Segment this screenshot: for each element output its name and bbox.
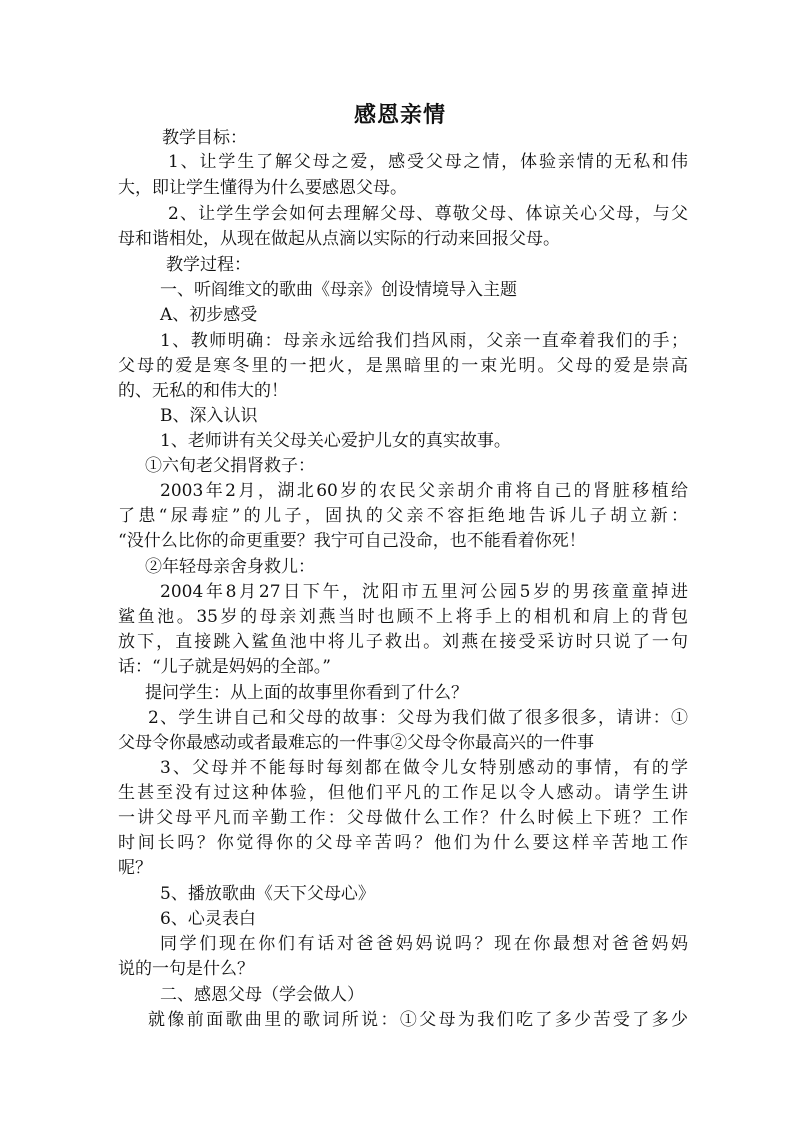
paragraph-line: “没什么比你的命更重要？我宁可自己没命，也不能看着你死！ <box>118 531 586 551</box>
paragraph-line: 一讲父母平凡而辛勤工作：父母做什么工作？什么时候上下班？工作 <box>118 808 688 828</box>
paragraph-line: 2、学生讲自己和父母的故事：父母为我们做了很多很多，请讲：① <box>148 708 688 728</box>
paragraph-line: 2003年2月，湖北60岁的农民父亲胡介甫将自己的肾脏移植给 <box>160 481 688 501</box>
paragraph-line: 时间长吗？你觉得你的父母辛苦吗？他们为什么要这样辛苦地工作 <box>118 833 688 853</box>
paragraph-line: 的、无私的和伟大的！ <box>118 381 288 401</box>
subsection-heading: B、深入认识 <box>160 406 258 426</box>
subsection-heading: A、初步感受 <box>160 305 258 325</box>
paragraph-line: 母和谐相处，从现在做起从点滴以实际的行动来回报父母。 <box>118 229 560 249</box>
paragraph-line: 生甚至没有过这种体验，但他们平凡的工作足以令人感动。请学生讲 <box>118 783 688 803</box>
story-heading: ②年轻母亲舍身救儿： <box>145 557 315 577</box>
paragraph-line: 话：“儿子就是妈妈的全部。” <box>118 657 331 677</box>
paragraph-line: 说的一句是什么？ <box>118 959 254 979</box>
paragraph-line: 3、父母并不能每时每刻都在做令儿女特别感动的事情，有的学 <box>160 758 688 778</box>
paragraph-line: 6、心灵表白 <box>160 909 256 929</box>
section-heading-goals: 教学目标： <box>162 128 247 148</box>
section-heading-process: 教学过程： <box>166 255 251 275</box>
paragraph-line: 就像前面歌曲里的歌词所说：①父母为我们吃了多少苦受了多少 <box>148 1010 688 1030</box>
paragraph-line: 2004年8月27日下午，沈阳市五里河公园5岁的男孩童童掉进 <box>160 582 688 602</box>
paragraph-line: 大，即让学生懂得为什么要感恩父母。 <box>118 178 407 198</box>
paragraph-line: 父母的爱是寒冬里的一把火，是黑暗里的一束光明。父母的爱是崇高 <box>118 356 688 376</box>
paragraph-line: 2、让学生学会如何去理解父母、尊敬父母、体谅关心父母，与父 <box>168 204 688 224</box>
paragraph-line: 1、让学生了解父母之爱，感受父母之情，体验亲情的无私和伟 <box>168 152 688 172</box>
paragraph-line: 1、教师明确：母亲永远给我们挡风雨，父亲一直牵着我们的手； <box>160 331 688 351</box>
paragraph-line: 呢？ <box>118 858 152 878</box>
story-heading: ①六旬老父捐肾救子： <box>145 456 315 476</box>
paragraph-line: 提问学生：从上面的故事里你看到了什么？ <box>145 683 468 703</box>
paragraph-line: 了患“尿毒症”的儿子，固执的父亲不容拒绝地告诉儿子胡立新： <box>118 506 688 526</box>
document-title: 感恩亲情 <box>353 103 446 128</box>
paragraph-line: 同学们现在你们有话对爸爸妈妈说吗？现在你最想对爸爸妈妈 <box>160 934 688 954</box>
paragraph-line: 鲨鱼池。35岁的母亲刘燕当时也顾不上将手上的相机和肩上的背包 <box>118 607 688 627</box>
section-heading-part-one: 一、听阎维文的歌曲《母亲》创设情境导入主题 <box>160 280 517 300</box>
paragraph-line: 放下，直接跳入鲨鱼池中将儿子救出。刘燕在接受采访时只说了一句 <box>118 632 688 652</box>
paragraph-line: 父母令你最感动或者最难忘的一件事②父母令你最高兴的一件事 <box>118 733 594 753</box>
paragraph-line: 5、播放歌曲《天下父母心》 <box>160 884 375 904</box>
section-heading-part-two: 二、感恩父母（学会做人） <box>160 985 364 1005</box>
paragraph-line: 1、老师讲有关父母关心爱护儿女的真实故事。 <box>160 431 511 451</box>
